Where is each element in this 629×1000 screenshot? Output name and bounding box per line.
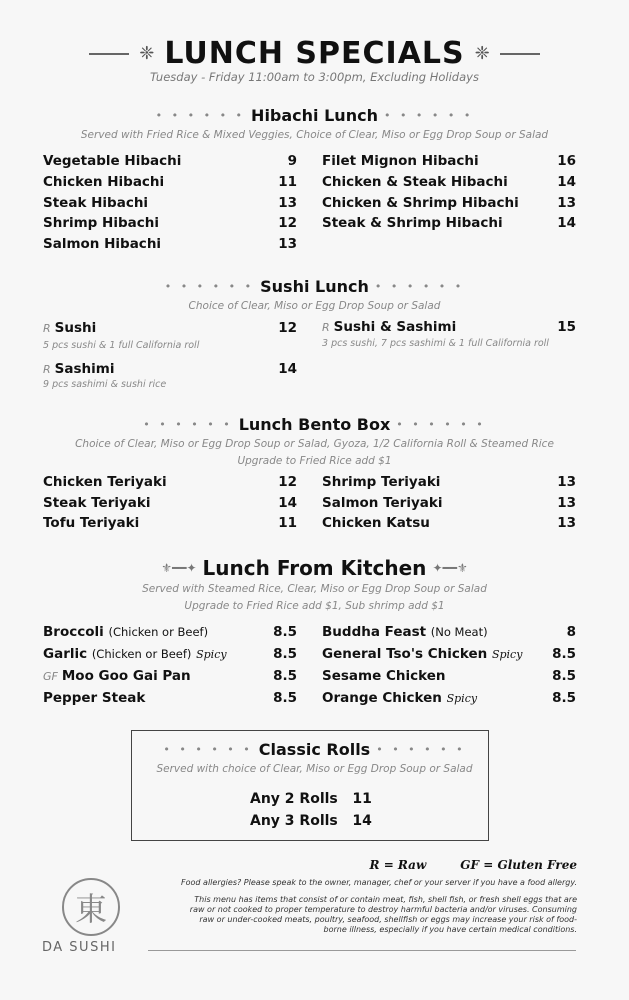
hibachi-header: [0, 106, 629, 125]
warning-line: This menu has items that consist of or contain meat, fish, shell fish, or fresh shell eggs that are: [194, 895, 577, 904]
menu-item: Salmon Teriyaki 13: [322, 495, 576, 511]
menu-item: Vegetable Hibachi 9: [43, 153, 297, 169]
section-note: Choice of Clear, Miso or Egg Drop Soup or Salad: [188, 300, 441, 312]
section-title: Hibachi Lunch: [251, 106, 378, 125]
section-note: Upgrade to Fried Rice add $1, Sub shrimp add $1: [184, 600, 445, 612]
section-note: Upgrade to Fried Rice add $1: [237, 455, 392, 467]
section-title: Sushi Lunch: [260, 277, 369, 296]
menu-item: General Tso's Chicken Spicy 8.5: [322, 646, 576, 662]
warning-line: borne illness, especially if you have certain medical conditions.: [323, 925, 577, 934]
allergy-note: Food allergies? Please speak to the owner, manager, chef or your server if you have a food allergy.: [181, 878, 577, 887]
hours-subtitle: Tuesday - Friday 11:00am to 3:00pm, Excluding Holidays: [150, 70, 479, 84]
divider: [89, 53, 129, 55]
menu-item: Broccoli (Chicken or Beef) 8.5: [43, 624, 297, 640]
menu-item: Chicken & Shrimp Hibachi 13: [322, 195, 576, 211]
divider: [500, 53, 540, 55]
bento-header: [0, 415, 629, 434]
menu-item: Tofu Teriyaki 11: [43, 515, 297, 531]
menu-item: Chicken Katsu 13: [322, 515, 576, 531]
menu-item: Filet Mignon Hibachi 16: [322, 153, 576, 169]
divider: [148, 950, 576, 951]
menu-item: R Sushi & Sashimi 15: [322, 319, 576, 335]
warning-line: raw or under-cooked meats, poultry, seafood, shellfish or eggs may increase your risk of food-: [199, 915, 577, 924]
dots-decoration: • • • • • •: [374, 280, 465, 293]
menu-item: Sesame Chicken 8.5: [322, 668, 576, 684]
menu-item: Steak & Shrimp Hibachi 14: [322, 215, 576, 231]
dots-decoration: • • • • • •: [155, 109, 246, 122]
legend-gluten-free: GF = Gluten Free: [460, 858, 577, 872]
menu-item: GF Moo Goo Gai Pan 8.5: [43, 668, 297, 684]
menu-item: R Sushi 12: [43, 320, 297, 336]
flourish-icon: ⚜━━✦: [161, 561, 197, 575]
menu-item: Pepper Steak 8.5: [43, 690, 297, 706]
dots-decoration: • • • • • •: [396, 418, 486, 431]
brand-name: DA SUSHI: [42, 940, 117, 955]
rolls-header: [0, 740, 629, 759]
dots-decoration: • • • • • •: [163, 743, 253, 756]
menu-item: Orange Chicken Spicy 8.5: [322, 690, 576, 706]
menu-item: Chicken Teriyaki 12: [43, 474, 297, 490]
item-description: 5 pcs sushi & 1 full California roll: [43, 340, 200, 351]
menu-item: Shrimp Hibachi 12: [43, 215, 297, 231]
kitchen-header: [0, 556, 629, 580]
ornament-icon: ❈: [139, 43, 155, 64]
warning-line: raw or not cooked to proper temperature to destroy harmful bacteria and/or viruses. Consuming: [189, 905, 577, 914]
dots-decoration: • • • • • •: [383, 109, 474, 122]
menu-item: Chicken Hibachi 11: [43, 174, 297, 190]
section-title: Lunch From Kitchen: [202, 556, 427, 580]
sushi-header: [0, 277, 629, 296]
section-note: Choice of Clear, Miso or Egg Drop Soup or Salad, Gyoza, 1/2 California Roll & Steamed Rice: [75, 438, 554, 450]
menu-item: R Sashimi 14: [43, 361, 297, 377]
ornament-icon: ❈: [474, 43, 490, 64]
page-title: LUNCH SPECIALS: [164, 36, 465, 71]
item-description: 3 pcs sushi, 7 pcs sashimi & 1 full California roll: [322, 338, 549, 349]
flourish-icon: ✦━━⚜: [432, 561, 468, 575]
legend-raw: R = Raw: [369, 858, 427, 872]
title-row: [0, 36, 629, 71]
dots-decoration: • • • • • •: [164, 280, 255, 293]
dots-decoration: • • • • • •: [376, 743, 466, 756]
menu-item: Shrimp Teriyaki 13: [322, 474, 576, 490]
menu-item: Buddha Feast (No Meat) 8: [322, 624, 576, 640]
dots-decoration: • • • • • •: [143, 418, 233, 431]
menu-item: Steak Teriyaki 14: [43, 495, 297, 511]
menu-item: Chicken & Steak Hibachi 14: [322, 174, 576, 190]
logo-icon: 東: [62, 878, 120, 936]
menu-item: Salmon Hibachi 13: [43, 236, 297, 252]
legend: [336, 858, 577, 872]
menu-item: Garlic (Chicken or Beef) Spicy 8.5: [43, 646, 297, 662]
menu-item: Steak Hibachi 13: [43, 195, 297, 211]
section-title: Lunch Bento Box: [238, 415, 391, 434]
section-title: Classic Rolls: [258, 740, 371, 759]
section-note: Served with choice of Clear, Miso or Egg Drop Soup or Salad: [156, 763, 473, 775]
roll-deal: Any 2 Rolls 11: [250, 791, 372, 807]
section-note: Served with Fried Rice & Mixed Veggies, Choice of Clear, Miso or Egg Drop Soup or Salad: [80, 129, 549, 141]
item-description: 9 pcs sashimi & sushi rice: [43, 379, 167, 390]
section-note: Served with Steamed Rice, Clear, Miso or Egg Drop Soup or Salad: [142, 583, 487, 595]
roll-deal: Any 3 Rolls 14: [250, 813, 372, 829]
